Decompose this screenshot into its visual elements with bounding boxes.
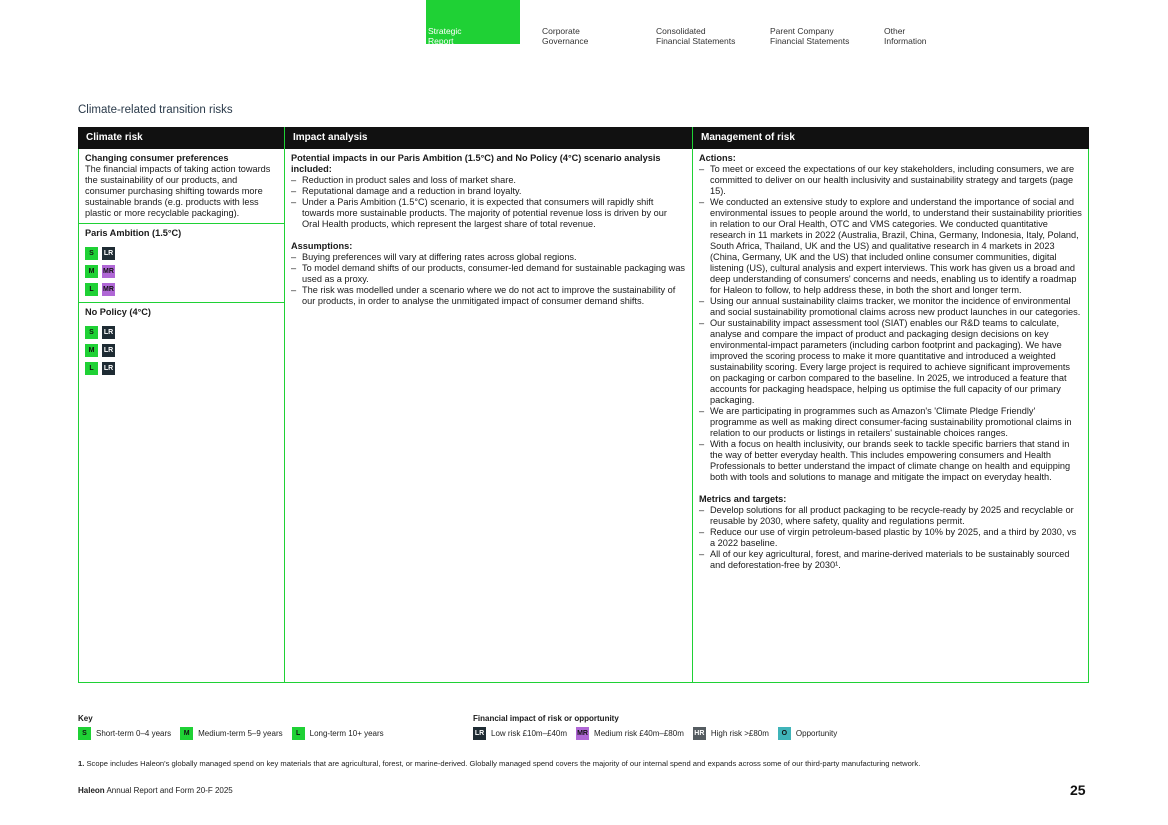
horizon-badge: M <box>85 344 98 357</box>
list-item: – Using our annual sustainability claims tracker, we monitor the incidence of environmental and social sustainability promotional claims across new product launches in our categories. <box>699 296 1082 318</box>
nav-label-line1: Corporate <box>542 26 580 36</box>
list-item: – Reduce our use of virgin petroleum-based plastic by 10% by 2025, and a third by 2030, vs a 2022 baseline. <box>699 527 1082 549</box>
list-item: – Develop solutions for all product packaging to be recycle-ready by 2025 and recyclable or reusable by 2030, where safety, quality and regulations permit. <box>699 505 1082 527</box>
nav-label-line2: Report <box>428 36 454 46</box>
key-item <box>778 727 837 740</box>
risk-table <box>78 127 1089 683</box>
assumptions-list <box>291 252 686 307</box>
nav-corporate-governance[interactable] <box>540 26 654 52</box>
risk-level-badge: MR <box>576 727 589 740</box>
list-item: – Buying preferences will vary at differing rates across global regions. <box>291 252 686 263</box>
key-item <box>292 727 384 740</box>
risk-level-badge: MR <box>102 283 115 296</box>
nav-consolidated-financial-statements[interactable] <box>654 26 768 52</box>
metrics-heading: Metrics and targets: <box>699 494 787 504</box>
assumptions-heading: Assumptions: <box>291 241 353 251</box>
horizon-badge: L <box>85 362 98 375</box>
risk-level-badge: LR <box>473 727 486 740</box>
risk-level-badge: LR <box>102 247 115 260</box>
risk-title: Changing consumer preferences <box>85 153 229 163</box>
list-item: – All of our key agricultural, forest, and marine-derived materials to be sustainably sourced and deforestation-free by 2030¹. <box>699 549 1082 571</box>
horizon-badge: S <box>85 326 98 339</box>
header-impact-analysis: Impact analysis <box>284 127 692 149</box>
horizon-badge: M <box>85 265 98 278</box>
key-label: Opportunity <box>795 729 838 738</box>
impact-heading: Potential impacts in our Paris Ambition (1.5°C) and No Policy (4°C) scenario analysis included: <box>291 153 661 174</box>
nav-label-line2: Governance <box>542 36 589 46</box>
management-column <box>692 149 1089 682</box>
impact-analysis-column <box>284 149 692 682</box>
footnote-text: Scope includes Haleon's globally managed spend on key materials that are agricultural, forest, or marine-derived. Globally managed spend covers the majority of our internal spend and expands across some of our third-party manufacturing network. <box>86 759 921 768</box>
scenario-paris <box>79 223 284 302</box>
footer-text: Annual Report and Form 20-F 2025 <box>106 786 233 795</box>
key-label: Medium-term 5–9 years <box>198 729 283 738</box>
climate-risk-column <box>78 149 284 682</box>
nav-parent-company-financial-statements[interactable] <box>768 26 882 52</box>
page-number: 25 <box>1070 782 1086 798</box>
list-item: – We conducted an extensive study to explore and understand the importance of social and environmental issues to people around the world, to understand their sustainability priorities in relation to our Oral Health, OTC and VMS categories. We conducted quantitative research in 11 markets in 2022 (Australia, Brazil, China, Germany, Indonesia, Italy, Poland, South Africa, Thailand, UK and the US) and qualitative research in 4 markets in 2023 (China, Germany, UK and the US) that included online consumer communities, digital listening (US), cultural analysis and expert interviews. This work has given us a broad and deep understanding of consumers' concerns and needs, enabling us to identify a roadmap for Haleon to follow, to help address these, in both the short and longer term. <box>699 197 1082 296</box>
nav-label-line1: Parent Company <box>770 26 834 36</box>
list-item: – We are participating in programmes such as Amazon's 'Climate Pledge Friendly' programme as well as making direct consumer-facing sustainability promotional claims in relation to our products or listings in retailers' sustainable choices ranges. <box>699 406 1082 439</box>
opportunity-badge: O <box>778 727 791 740</box>
horizon-badge: L <box>85 283 98 296</box>
horizon-badge: S <box>85 247 98 260</box>
risk-level-badge: LR <box>102 344 115 357</box>
risk-level-badge: MR <box>102 265 115 278</box>
key-label: Low risk £10m–£40m <box>491 729 568 738</box>
key-item <box>180 727 282 740</box>
footer <box>78 786 233 795</box>
metrics-list <box>699 505 1082 571</box>
horizon-badge: L <box>292 727 305 740</box>
key-item <box>576 727 684 740</box>
actions-heading: Actions: <box>699 153 736 163</box>
risk-level-badge: LR <box>102 362 115 375</box>
nav-label-line2: Information <box>884 36 927 46</box>
key-label: Short-term 0–4 years <box>96 729 172 738</box>
financial-impact-key <box>473 714 846 740</box>
nav-other-information[interactable] <box>882 26 996 52</box>
risk-level-badge: HR <box>693 727 706 740</box>
list-item: – To model demand shifts of our products, consumer-led demand for sustainable packaging was used as a proxy. <box>291 263 686 285</box>
scenario-no-policy <box>79 302 284 379</box>
list-item: – With a focus on health inclusivity, our brands seek to tackle specific barriers that stand in the way of better everyday health. This includes empowering consumers and Health Professionals to better understand the impact of climate change on health and equipping both with tools and solutions to manage and mitigate the impact on everyday health. <box>699 439 1082 483</box>
top-nav <box>426 26 996 52</box>
key-label: Long-term 10+ years <box>309 729 384 738</box>
key-item <box>693 727 769 740</box>
list-item: – Reduction in product sales and loss of market share. <box>291 175 686 186</box>
risk-level-badge: LR <box>102 326 115 339</box>
footnote-marker: 1. <box>78 759 85 768</box>
key-label: Medium risk £40m–£80m <box>594 729 684 738</box>
header-management-of-risk: Management of risk <box>692 127 1089 149</box>
horizon-badge: M <box>180 727 193 740</box>
actions-list <box>699 164 1082 483</box>
key-title: Key <box>78 714 93 723</box>
horizon-badge: S <box>78 727 91 740</box>
header-climate-risk: Climate risk <box>78 127 284 149</box>
list-item: – To meet or exceed the expectations of our key stakeholders, including consumers, we are committed to deliver on our health inclusivity and sustainability strategy and targets (page 15). <box>699 164 1082 197</box>
key-label: High risk >£80m <box>710 729 769 738</box>
impact-list <box>291 175 686 230</box>
scenario-title: Paris Ambition (1.5°C) <box>85 228 182 238</box>
nav-strategic-report[interactable] <box>426 0 520 44</box>
nav-label-line1: Consolidated <box>656 26 706 36</box>
brand-name: Haleon <box>78 786 105 795</box>
section-title: Climate-related transition risks <box>78 104 233 116</box>
nav-label-line1: Strategic <box>428 26 462 36</box>
nav-label-line2: Financial Statements <box>770 36 850 46</box>
list-item: – Our sustainability impact assessment tool (SIAT) enables our R&D teams to calculate, analyse and compare the impact of product and packaging design decisions on key environmental-impact parameters (including carbon footprint and packaging). We have improved the scoring process to make it more quantitative and introduced a weighted sustainability scoring. Every large project is required to achieve significant improvements on packaging or carbon compared to the baseline. In 2025, we introduced a feature that accounts for packaging headspace, helping us optimise the full capacity of our primary packaging. <box>699 318 1082 406</box>
list-item: – Reputational damage and a reduction in brand loyalty. <box>291 186 686 197</box>
risk-description: The financial impacts of taking action towards the sustainability of our products, and consumer purchasing shifting towards more sustainable brands (e.g. products with less plastic or more recyclable packaging). <box>85 164 271 218</box>
scenario-title: No Policy (4°C) <box>85 307 151 317</box>
key-item <box>473 727 567 740</box>
list-item: – Under a Paris Ambition (1.5°C) scenario, it is expected that consumers will rapidly shift towards more sustainable products. The majority of potential revenue loss is driven by our Oral Health products, which represent the largest share of total revenue. <box>291 197 686 230</box>
financial-key-title: Financial impact of risk or opportunity <box>473 714 619 723</box>
nav-label-line1: Other <box>884 26 906 36</box>
list-item: – The risk was modelled under a scenario where we do not act to improve the sustainability of our products, in order to analyse the unmitigated impact of consumer demand shifts. <box>291 285 686 307</box>
footnote <box>78 759 920 768</box>
nav-label-line2: Financial Statements <box>656 36 736 46</box>
key-item <box>78 727 171 740</box>
time-horizon-key <box>78 714 393 740</box>
